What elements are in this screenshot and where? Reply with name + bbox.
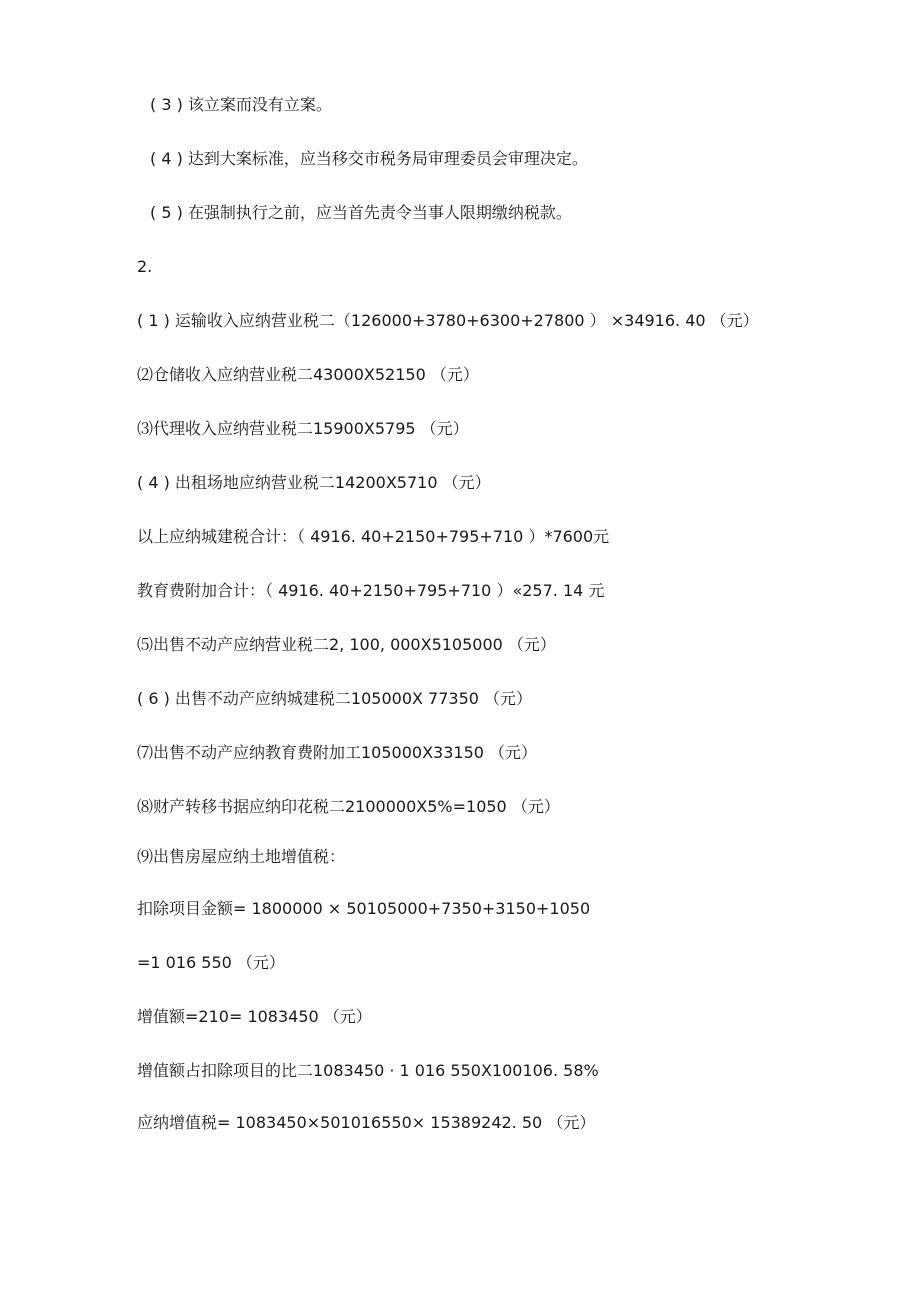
calc-line: ⑺出售不动产应纳教育费附加工105000X33150 （元）	[137, 743, 538, 762]
calc-line: 增值额占扣除项目的比二1083450 · 1 016 550X100106. 58%	[137, 1061, 599, 1080]
calc-line: ⑶代理收入应纳营业税二15900X5795 （元）	[137, 419, 469, 438]
section-2-heading: 2.	[137, 257, 153, 276]
calc-line: 应纳增值税= 1083450×501016550× 15389242. 50 （元）	[137, 1113, 596, 1132]
calc-line: ⑵仓储收入应纳营业税二43000X52150 （元）	[137, 365, 479, 384]
calc-line: ( 6 ) 出售不动产应纳城建税二105000X 77350 （元）	[137, 689, 533, 708]
calc-line: =1 016 550 （元）	[137, 953, 285, 972]
item-3-line: ( 3 ) 该立案而没有立案。	[150, 95, 332, 114]
calc-line: ( 1 ) 运输收入应纳营业税二（126000+3780+6300+27800 ） ×34916. 40 （元）	[137, 311, 759, 330]
calc-line: ( 4 ) 出租场地应纳营业税二14200X5710 （元）	[137, 473, 491, 492]
item-5-line: ( 5 ) 在强制执行之前，应当首先责令当事人限期缴纳税款。	[150, 203, 572, 222]
calc-line: 扣除项目金额= 1800000 × 50105000+7350+3150+1050	[137, 899, 591, 918]
calc-line: 教育费附加合计：（ 4916. 40+2150+795+710 ）«257. 14 元	[137, 581, 605, 600]
item-4-line: ( 4 ) 达到大案标准，应当移交市税务局审理委员会审理决定。	[150, 149, 588, 168]
calc-line: ⑼出售房屋应纳土地增值税：	[137, 847, 346, 866]
calc-line: ⑸出售不动产应纳营业税二2, 100, 000X5105000 （元）	[137, 635, 556, 654]
calc-line: 增值额=210= 1083450 （元）	[137, 1007, 372, 1026]
calc-line: 以上应纳城建税合计：（ 4916. 40+2150+795+710 ）*7600元	[137, 527, 610, 546]
calc-line: ⑻财产转移书据应纳印花税二2100000X5%=1050 （元）	[137, 797, 560, 816]
